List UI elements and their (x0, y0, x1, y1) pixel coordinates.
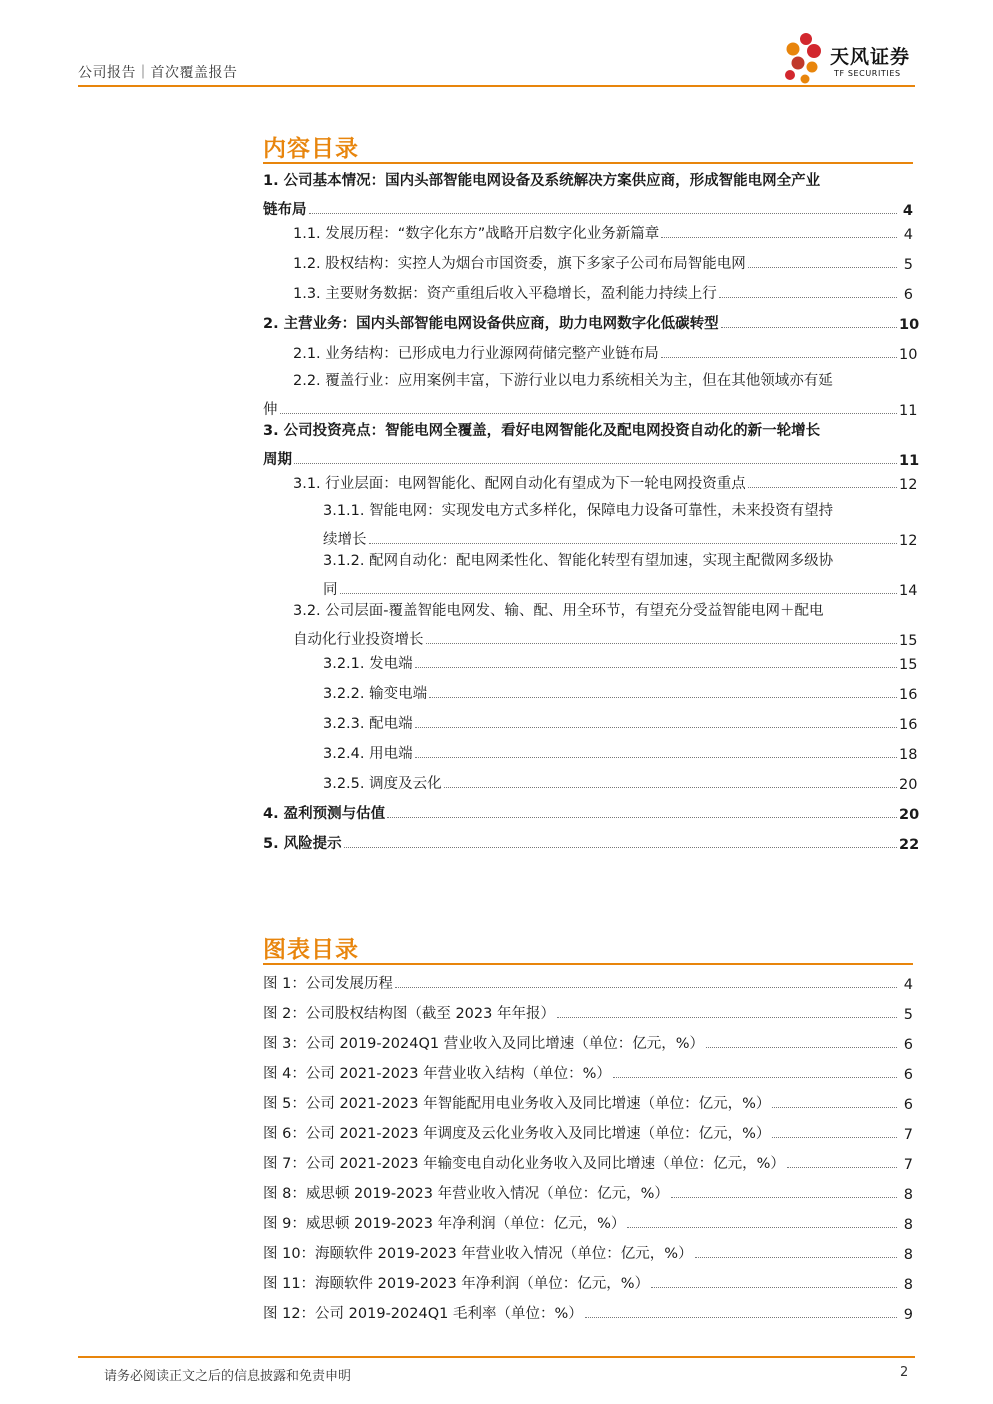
dot-leader (444, 787, 897, 788)
figure-entry[interactable] (263, 1119, 913, 1143)
toc-entry-line[interactable]: 1. 公司基本情况：国内头部智能电网设备及系统解决方案供应商，形成智能电网全产业 (263, 173, 821, 189)
entry-page-number: 20 (899, 807, 920, 823)
toc-entry-line[interactable]: 3.1.2. 配网自动化：配电网柔性化、智能化转型有望加速，实现主配微网多级协 (323, 553, 834, 569)
entry-text: 图 7：公司 2021-2023 年输变电自动化业务收入及同比增速（单位：亿元，%） (263, 1156, 785, 1172)
logo-petals-icon (778, 30, 830, 85)
dot-leader (721, 327, 897, 328)
entry-text: 1.3. 主要财务数据：资产重组后收入平稳增长，盈利能力持续上行 (293, 286, 717, 302)
toc-entry[interactable] (263, 395, 918, 419)
entry-text: 同 (323, 582, 338, 598)
dot-leader (280, 413, 898, 414)
entry-text: 5. 风险提示 (263, 836, 342, 852)
toc-entry[interactable] (323, 575, 918, 599)
toc-entry[interactable] (323, 525, 918, 549)
entry-page-number: 4 (902, 203, 913, 219)
entry-page-number: 11 (899, 453, 920, 469)
dot-leader (661, 237, 897, 238)
entry-text: 2.1. 业务结构：已形成电力行业源网荷储完整产业链布局 (293, 346, 659, 362)
entry-page-number: 11 (899, 403, 918, 419)
entry-text: 3.2.4. 用电端 (323, 746, 413, 762)
figure-entry[interactable] (263, 969, 913, 993)
figure-entry[interactable] (263, 1239, 913, 1263)
dot-leader (429, 697, 897, 698)
entry-text: 续增长 (323, 532, 367, 548)
entry-text: 图 1：公司发展历程 (263, 976, 393, 992)
entry-page-number: 20 (899, 777, 918, 793)
dot-leader (772, 1137, 897, 1138)
dot-leader (415, 727, 897, 728)
dot-leader (415, 757, 897, 758)
dot-leader (651, 1287, 897, 1288)
entry-text: 图 6：公司 2021-2023 年调度及云化业务收入及同比增速（单位：亿元，%） (263, 1126, 771, 1142)
entry-text: 图 11：海颐软件 2019-2023 年净利润（单位：亿元，%） (263, 1276, 650, 1292)
company-logo (778, 30, 918, 85)
toc-entry[interactable] (293, 339, 918, 363)
entry-page-number: 18 (899, 747, 918, 763)
entry-page-number: 12 (899, 533, 918, 549)
toc-entry-line[interactable]: 2.2. 覆盖行业：应用案例丰富，下游行业以电力系统相关为主，但在其他领域亦有延 (293, 373, 833, 389)
toc-entry-line[interactable]: 3.2. 公司层面-覆盖智能电网发、输、配、用全环节，有望充分受益智能电网＋配电 (293, 603, 824, 619)
toc-entry[interactable] (263, 799, 920, 823)
dot-leader (344, 847, 897, 848)
entry-text: 4. 盈利预测与估值 (263, 806, 386, 822)
entry-page-number: 8 (903, 1217, 913, 1233)
toc-entry[interactable] (323, 739, 918, 763)
entry-text: 1.2. 股权结构：实控人为烟台市国资委，旗下多家子公司布局智能电网 (293, 256, 746, 272)
entry-text: 图 5：公司 2021-2023 年智能配用电业务收入及同比增速（单位：亿元，%） (263, 1096, 771, 1112)
toc-entry[interactable] (263, 195, 913, 219)
figure-entry[interactable] (263, 999, 913, 1023)
entry-text: 3.2.5. 调度及云化 (323, 776, 442, 792)
dot-leader (748, 267, 897, 268)
toc-entry-line[interactable]: 3.1.1. 智能电网：实现发电方式多样化，保障电力设备可靠性，未来投资有望持 (323, 503, 834, 519)
entry-page-number: 10 (899, 347, 918, 363)
entry-text: 图 10：海颐软件 2019-2023 年营业收入情况（单位：亿元，%） (263, 1246, 693, 1262)
dot-leader (395, 987, 897, 988)
dot-leader (585, 1317, 897, 1318)
figure-entry[interactable] (263, 1299, 913, 1323)
entry-text: 图 8：威思顿 2019-2023 年营业收入情况（单位：亿元，%） (263, 1186, 669, 1202)
entry-page-number: 9 (903, 1307, 913, 1323)
figure-entry[interactable] (263, 1029, 913, 1053)
dot-leader (719, 297, 897, 298)
entry-page-number: 8 (903, 1187, 913, 1203)
figure-entry[interactable] (263, 1179, 913, 1203)
toc-entry[interactable] (323, 679, 918, 703)
entry-text: 1.1. 发展历程：“数字化东方”战略开启数字化业务新篇章 (293, 226, 660, 242)
dot-leader (557, 1017, 897, 1018)
entry-page-number: 8 (903, 1247, 913, 1263)
dot-leader (369, 543, 898, 544)
entry-page-number: 4 (903, 977, 913, 993)
figures-title-underline (263, 963, 913, 965)
entry-page-number: 6 (903, 1067, 913, 1083)
entry-page-number: 4 (903, 227, 913, 243)
dot-leader (627, 1227, 897, 1228)
toc-entry[interactable] (293, 219, 913, 243)
entry-page-number: 6 (903, 1037, 913, 1053)
entry-page-number: 16 (899, 687, 918, 703)
toc-entry-line[interactable]: 3. 公司投资亮点：智能电网全覆盖，看好电网智能化及配电网投资自动化的新一轮增长 (263, 423, 821, 439)
footer-disclaimer: 请务必阅读正文之后的信息披露和免责申明 (104, 1369, 352, 1384)
entry-text: 图 3：公司 2019-2024Q1 营业收入及同比增速（单位：亿元，%） (263, 1036, 705, 1052)
entry-page-number: 6 (903, 287, 913, 303)
dot-leader (748, 487, 897, 488)
toc-entry[interactable] (293, 469, 918, 493)
dot-leader (415, 667, 897, 668)
entry-text: 图 12：公司 2019-2024Q1 毛利率（单位：%） (263, 1306, 583, 1322)
footer-divider (78, 1356, 915, 1358)
toc-entry[interactable] (323, 709, 918, 733)
dot-leader (426, 643, 898, 644)
figure-entry[interactable] (263, 1059, 913, 1083)
entry-page-number: 5 (903, 257, 913, 273)
toc-title-underline (263, 162, 913, 164)
entry-text: 链布局 (263, 202, 307, 218)
dot-leader (706, 1047, 897, 1048)
toc-entry[interactable] (293, 279, 913, 303)
entry-page-number: 7 (903, 1127, 913, 1143)
entry-page-number: 22 (899, 837, 920, 853)
toc-entry[interactable] (293, 625, 918, 649)
entry-page-number: 5 (903, 1007, 913, 1023)
toc-title: 内容目录 (263, 136, 359, 162)
entry-text: 3.1. 行业层面：电网智能化、配网自动化有望成为下一轮电网投资重点 (293, 476, 746, 492)
figure-entry[interactable] (263, 1209, 913, 1233)
dot-leader (695, 1257, 897, 1258)
dot-leader (613, 1077, 897, 1078)
logo-english-name: TF SECURITIES (834, 69, 901, 78)
toc-entry[interactable] (263, 445, 920, 469)
entry-text: 3.2.3. 配电端 (323, 716, 413, 732)
dot-leader (340, 593, 898, 594)
entry-text: 图 4：公司 2021-2023 年营业收入结构（单位：%） (263, 1066, 611, 1082)
entry-page-number: 16 (899, 717, 918, 733)
toc-entry[interactable] (323, 769, 918, 793)
dot-leader (787, 1167, 897, 1168)
dot-leader (309, 213, 898, 214)
entry-page-number: 10 (899, 317, 920, 333)
dot-leader (387, 817, 897, 818)
entry-page-number: 8 (903, 1277, 913, 1293)
figure-entry[interactable] (263, 1089, 913, 1113)
dot-leader (671, 1197, 897, 1198)
header-divider (78, 85, 915, 87)
report-type-label: 公司报告｜首次覆盖报告 (78, 65, 238, 81)
entry-text: 周期 (263, 452, 292, 468)
logo-chinese-name: 天风证券 (830, 46, 911, 68)
entry-page-number: 7 (903, 1157, 913, 1173)
entry-text: 3.2.2. 输变电端 (323, 686, 428, 702)
entry-page-number: 15 (899, 657, 918, 673)
figure-entry[interactable] (263, 1149, 913, 1173)
toc-entry[interactable] (263, 309, 920, 333)
entry-text: 2. 主营业务：国内头部智能电网设备供应商，助力电网数字化低碳转型 (263, 316, 719, 332)
entry-page-number: 14 (899, 583, 918, 599)
figure-entry[interactable] (263, 1269, 913, 1293)
entry-text: 图 9：威思顿 2019-2023 年净利润（单位：亿元，%） (263, 1216, 626, 1232)
entry-page-number: 15 (899, 633, 918, 649)
entry-text: 自动化行业投资增长 (293, 632, 424, 648)
dot-leader (294, 463, 897, 464)
dot-leader (661, 357, 897, 358)
dot-leader (772, 1107, 897, 1108)
figures-title: 图表目录 (263, 937, 359, 963)
page-number: 2 (900, 1365, 909, 1380)
toc-entry[interactable] (323, 649, 918, 673)
toc-entry[interactable] (293, 249, 913, 273)
entry-text: 3.2.1. 发电端 (323, 656, 413, 672)
entry-page-number: 12 (899, 477, 918, 493)
entry-page-number: 6 (903, 1097, 913, 1113)
entry-text: 图 2：公司股权结构图（截至 2023 年年报） (263, 1006, 555, 1022)
entry-text: 伸 (263, 402, 278, 418)
toc-entry[interactable] (263, 829, 920, 853)
